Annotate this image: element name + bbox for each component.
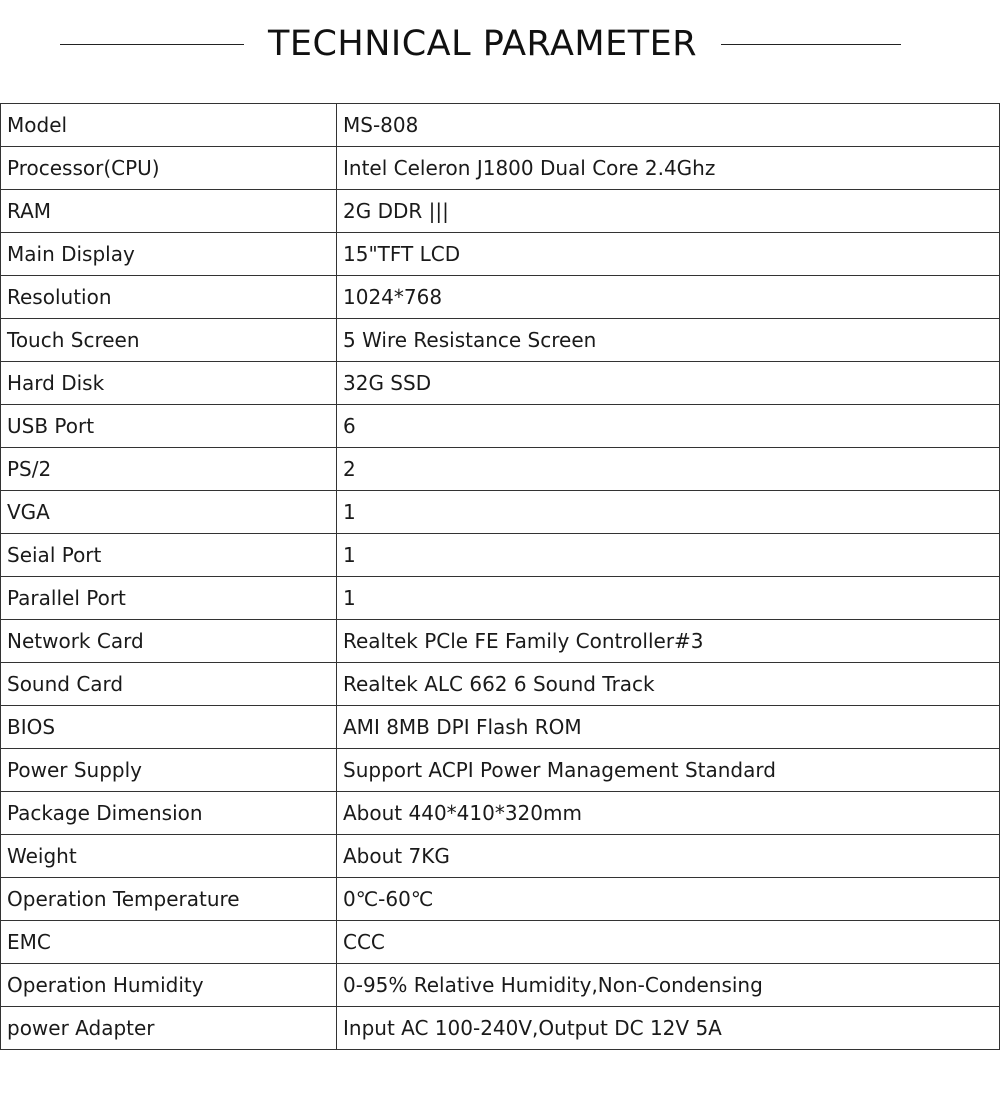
spec-value: 0℃-60℃ xyxy=(337,878,1000,921)
spec-label: Parallel Port xyxy=(1,577,337,620)
spec-value: Intel Celeron J1800 Dual Core 2.4Ghz xyxy=(337,147,1000,190)
spec-row-resolution xyxy=(1,276,1000,319)
spec-row-operation-humidity xyxy=(1,964,1000,1007)
spec-label: Touch Screen xyxy=(1,319,337,362)
spec-row-power-adapter xyxy=(1,1007,1000,1050)
spec-label: Seial Port xyxy=(1,534,337,577)
spec-label: EMC xyxy=(1,921,337,964)
spec-value: 2G DDR ||| xyxy=(337,190,1000,233)
spec-row-main-display xyxy=(1,233,1000,276)
spec-row-operation-temperature xyxy=(1,878,1000,921)
spec-row-sound-card xyxy=(1,663,1000,706)
spec-row-model xyxy=(1,104,1000,147)
spec-label: Operation Humidity xyxy=(1,964,337,1007)
spec-label: RAM xyxy=(1,190,337,233)
spec-label: VGA xyxy=(1,491,337,534)
spec-value: CCC xyxy=(337,921,1000,964)
spec-label: Network Card xyxy=(1,620,337,663)
spec-label: USB Port xyxy=(1,405,337,448)
title-divider-left xyxy=(60,44,244,45)
spec-row-processor xyxy=(1,147,1000,190)
spec-row-parallel-port xyxy=(1,577,1000,620)
spec-value: 15"TFT LCD xyxy=(337,233,1000,276)
spec-table xyxy=(0,103,1000,1050)
spec-label: power Adapter xyxy=(1,1007,337,1050)
spec-label: Resolution xyxy=(1,276,337,319)
spec-value: Realtek PCle FE Family Controller#3 xyxy=(337,620,1000,663)
spec-row-hard-disk xyxy=(1,362,1000,405)
spec-value: Support ACPI Power Management Standard xyxy=(337,749,1000,792)
spec-value: 6 xyxy=(337,405,1000,448)
spec-value: About 7KG xyxy=(337,835,1000,878)
spec-label: Weight xyxy=(1,835,337,878)
spec-value: Input AC 100-240V,Output DC 12V 5A xyxy=(337,1007,1000,1050)
spec-value: 32G SSD xyxy=(337,362,1000,405)
spec-label: Hard Disk xyxy=(1,362,337,405)
spec-value: 1 xyxy=(337,577,1000,620)
spec-row-network-card xyxy=(1,620,1000,663)
spec-label: Sound Card xyxy=(1,663,337,706)
spec-row-ps2 xyxy=(1,448,1000,491)
spec-row-package-dimension xyxy=(1,792,1000,835)
spec-value: 1 xyxy=(337,534,1000,577)
spec-label: PS/2 xyxy=(1,448,337,491)
page-title: TECHNICAL PARAMETER xyxy=(267,24,698,64)
spec-value: 5 Wire Resistance Screen xyxy=(337,319,1000,362)
spec-row-vga xyxy=(1,491,1000,534)
spec-value: AMI 8MB DPI Flash ROM xyxy=(337,706,1000,749)
spec-value: 2 xyxy=(337,448,1000,491)
spec-row-touch-screen xyxy=(1,319,1000,362)
spec-label: Package Dimension xyxy=(1,792,337,835)
spec-value: MS-808 xyxy=(337,104,1000,147)
spec-row-emc xyxy=(1,921,1000,964)
spec-row-power-supply xyxy=(1,749,1000,792)
spec-label: Main Display xyxy=(1,233,337,276)
spec-row-ram xyxy=(1,190,1000,233)
spec-row-bios xyxy=(1,706,1000,749)
spec-row-serial-port xyxy=(1,534,1000,577)
spec-label: Power Supply xyxy=(1,749,337,792)
spec-value: Realtek ALC 662 6 Sound Track xyxy=(337,663,1000,706)
title-divider-right xyxy=(721,44,901,45)
spec-label: Processor(CPU) xyxy=(1,147,337,190)
spec-label: Operation Temperature xyxy=(1,878,337,921)
spec-row-weight xyxy=(1,835,1000,878)
spec-row-usb-port xyxy=(1,405,1000,448)
spec-label: BIOS xyxy=(1,706,337,749)
spec-value: 1024*768 xyxy=(337,276,1000,319)
spec-value: 1 xyxy=(337,491,1000,534)
spec-value: 0-95% Relative Humidity,Non-Condensing xyxy=(337,964,1000,1007)
page-header xyxy=(0,0,1000,90)
spec-value: About 440*410*320mm xyxy=(337,792,1000,835)
spec-label: Model xyxy=(1,104,337,147)
